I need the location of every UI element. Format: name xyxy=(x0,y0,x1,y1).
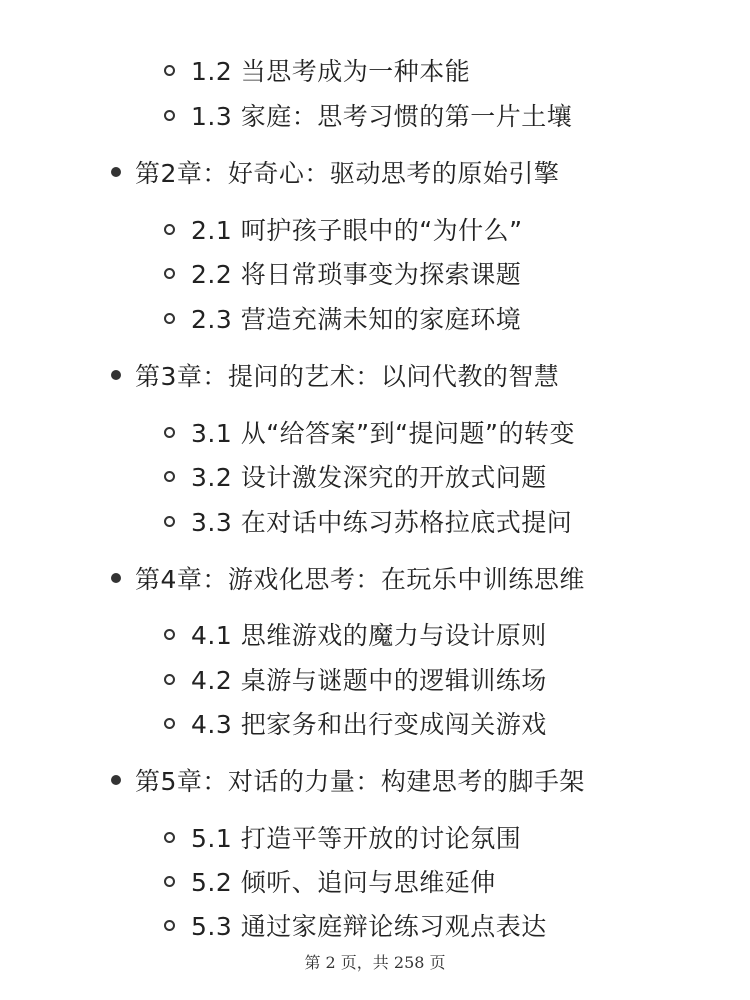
toc-item-label: 1.2 当思考成为一种本能 xyxy=(191,57,471,86)
toc-item-label: 3.1 从“给答案”到“提问题”的转变 xyxy=(191,419,576,448)
hollow-bullet-icon xyxy=(164,110,175,121)
solid-bullet-icon xyxy=(111,167,121,177)
hollow-bullet-icon xyxy=(164,516,175,527)
toc-item-label: 1.3 家庭：思考习惯的第一片土壤 xyxy=(191,102,573,131)
hollow-bullet-icon xyxy=(164,224,175,235)
solid-bullet-icon xyxy=(111,775,121,785)
toc-chapter-5[interactable] xyxy=(111,760,585,800)
hollow-bullet-icon xyxy=(164,268,175,279)
hollow-bullet-icon xyxy=(164,718,175,729)
solid-bullet-icon xyxy=(111,370,121,380)
hollow-bullet-icon xyxy=(164,674,175,685)
solid-bullet-icon xyxy=(111,573,121,583)
toc-item-label: 4.2 桌游与谜题中的逻辑训练场 xyxy=(191,666,547,695)
toc-subsection-1-3[interactable] xyxy=(164,95,572,135)
hollow-bullet-icon xyxy=(164,920,175,931)
toc-item-label: 3.3 在对话中练习苏格拉底式提问 xyxy=(191,508,573,537)
toc-item-label: 2.2 将日常琐事变为探索课题 xyxy=(191,260,522,289)
hollow-bullet-icon xyxy=(164,629,175,640)
hollow-bullet-icon xyxy=(164,832,175,843)
toc-subsection-2-1[interactable] xyxy=(164,209,523,249)
toc-item-label: 4.1 思维游戏的魔力与设计原则 xyxy=(191,621,547,650)
toc-subsection-4-2[interactable] xyxy=(164,659,547,699)
hollow-bullet-icon xyxy=(164,65,175,76)
toc-subsection-5-2[interactable] xyxy=(164,861,496,901)
toc-subsection-1-2[interactable] xyxy=(164,50,470,90)
toc-subsection-2-2[interactable] xyxy=(164,253,521,293)
toc-item-label: 第3章：提问的艺术：以问代教的智慧 xyxy=(135,362,560,391)
toc-subsection-4-1[interactable] xyxy=(164,614,547,654)
toc-subsection-4-3[interactable] xyxy=(164,703,547,743)
toc-subsection-2-3[interactable] xyxy=(164,298,521,338)
toc-subsection-3-3[interactable] xyxy=(164,501,572,541)
toc-item-label: 5.1 打造平等开放的讨论氛围 xyxy=(191,824,522,853)
toc-chapter-2[interactable] xyxy=(111,152,559,192)
toc-item-label: 5.3 通过家庭辩论练习观点表达 xyxy=(191,912,547,941)
hollow-bullet-icon xyxy=(164,313,175,324)
toc-subsection-5-3[interactable] xyxy=(164,905,547,945)
hollow-bullet-icon xyxy=(164,427,175,438)
toc-item-label: 第5章：对话的力量：构建思考的脚手架 xyxy=(135,767,585,796)
toc-item-label: 3.2 设计激发深究的开放式问题 xyxy=(191,463,547,492)
page-number-footer: 第 2 页，共 258 页 xyxy=(304,953,446,972)
hollow-bullet-icon xyxy=(164,876,175,887)
toc-item-label: 2.3 营造充满未知的家庭环境 xyxy=(191,305,522,334)
toc-subsection-3-1[interactable] xyxy=(164,412,575,452)
toc-chapter-4[interactable] xyxy=(111,558,585,598)
toc-chapter-3[interactable] xyxy=(111,355,559,395)
toc-item-label: 第2章：好奇心：驱动思考的原始引擎 xyxy=(135,159,560,188)
toc-subsection-3-2[interactable] xyxy=(164,456,547,496)
toc-item-label: 第4章：游戏化思考：在玩乐中训练思维 xyxy=(135,565,585,594)
toc-item-label: 5.2 倾听、追问与思维延伸 xyxy=(191,868,496,897)
toc-item-label: 4.3 把家务和出行变成闯关游戏 xyxy=(191,710,547,739)
toc-item-label: 2.1 呵护孩子眼中的“为什么” xyxy=(191,216,523,245)
toc-subsection-5-1[interactable] xyxy=(164,817,521,857)
hollow-bullet-icon xyxy=(164,471,175,482)
